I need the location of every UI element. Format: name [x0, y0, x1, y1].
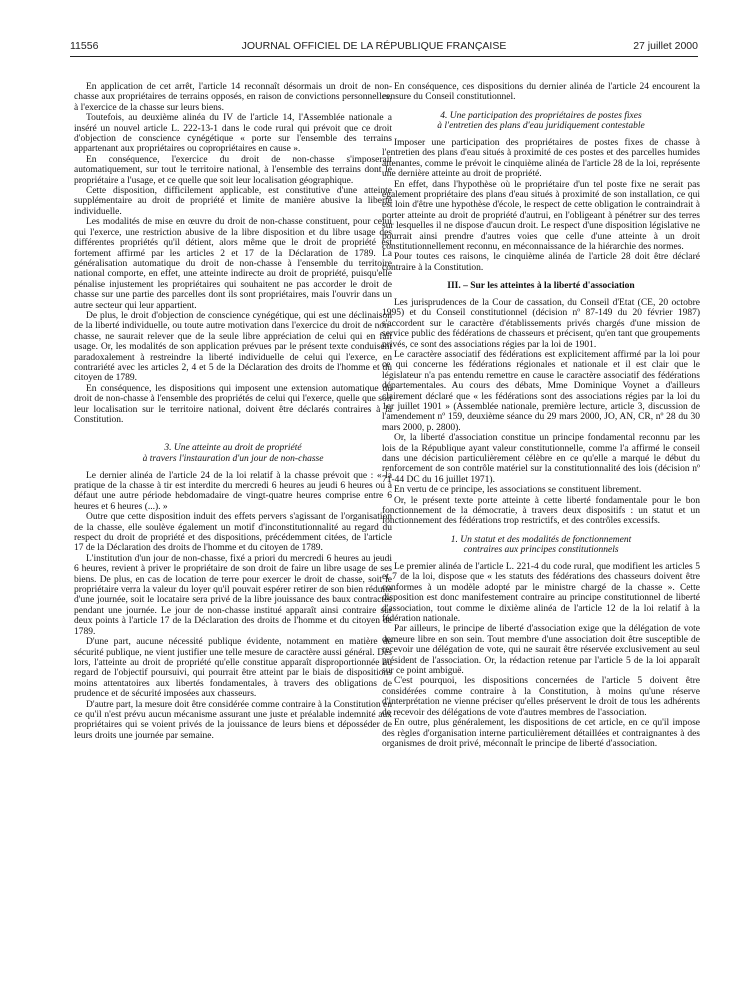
paragraph: Imposer une participation des propriétaires de postes fixes de chasse à l'entretien des plans d'eau situés à proximité de ces postes et des parcelles humides attenantes, comme le prévoit le cinquième alinéa de l'article 28 de la loi, représente une dernière atteinte au droit de propriété.	[382, 138, 700, 180]
paragraph: Pour toutes ces raisons, le cinquième alinéa de l'article 28 doit être déclaré contraire à la Constitution.	[382, 252, 700, 273]
page-number: 11556	[70, 40, 99, 52]
paragraph: En conséquence, les dispositions qui imposent une extension automatique du droit de non-chasse à l'ensemble des propriétés de celui qui l'exerce, quelle que soit leur localisation sur le territoire national, doivent être déclarés contraires à la Constitution.	[74, 383, 392, 425]
journal-title: JOURNAL OFFICIEL DE LA RÉPUBLIQUE FRANÇAISE	[241, 40, 507, 52]
heading-line: à l'entretien des plans d'eau juridiquement contestable	[437, 121, 645, 132]
paragraph: En effet, dans l'hypothèse où le propriétaire d'un tel poste fixe ne serait pas également propriétaire des plans d'eau situés à proximité de son installation, ce qui est loin d'être une hypothèse d'école, le respect de cette obligation le contraindrait à porter atteinte au droit de propriété d'autrui, en l'obligeant à pénétrer sur des terres sur lesquelles il ne dispose d'aucun droit. Le respect d'une disposition législative ne pourrait ainsi prendre d'autres voies que celle d'une atteinte à un droit constitutionnellement reconnu, en méconnaissance de la hiérarchie des normes.	[382, 179, 700, 253]
section-heading-4	[382, 111, 700, 132]
paragraph: Or, le présent texte porte atteinte à cette liberté fondamentale pour le bon fonctionnement de la démocratie, à travers deux dispositifs : un statut et un fonctionnement des fédérations trop restrictifs, et des contrôles excessifs.	[382, 495, 700, 527]
heading-line: 1. Un statut et des modalités de fonctionnement	[450, 534, 632, 545]
paragraph: Le caractère associatif des fédérations est explicitement affirmé par la loi pour ce qui concerne les fédérations régionales et nationale et il est clair que le législateur n'a pas entendu remettre en cause le caractère associatif des fédérations départementales. Au cours des débats, Mme Dominique Voynet a d'ailleurs clairement déclaré que « les fédérations sont des associations régies par la loi du 1er juillet 1901 » (Assemblée nationale, première lecture, article 3, discussion de l'amendement nº 159, deuxième séance du 29 mars 2000, JO, AN, CR, nº 28 du 30 mars 2000, p. 2800).	[382, 349, 700, 433]
publication-date: 27 juillet 2000	[633, 40, 698, 52]
paragraph: En outre, plus généralement, les dispositions de cet article, en ce qu'il impose des règles d'organisation interne particulièrement détaillées et contraignantes à des organismes de droit privé, méconnaît le principe de liberté d'association.	[382, 718, 700, 749]
paragraph: D'une part, aucune nécessité publique évidente, notamment en matière de sécurité publique, ne vient justifier une telle mesure de caractère aussi général. Dès lors, l'atteinte au droit de propriété qu'elle constitue apparaît disproportionnée au regard de l'objectif poursuivi, qui pourrait être atteint par le biais de dispositions moins attentatoires aux libertés fondamentales, à travers des obligations de prudence et de sécurité imposées aux chasseurs.	[74, 637, 392, 700]
paragraph: Le premier alinéa de l'article L. 221-4 du code rural, que modifient les articles 5 et 7 de la loi, dispose que « les statuts des fédérations des chasseurs doivent être conformes à un modèle adopté par le ministre chargé de la chasse ». Cette disposition est donc manifestement contraire au principe constitutionnel de liberté d'association, tout comme le dixième alinéa de l'article 12 de la loi relatif à la fédération nationale.	[382, 562, 700, 625]
paragraph: L'institution d'un jour de non-chasse, fixé a priori du mercredi 6 heures au jeudi 6 heures, revient à priver le propriétaire de son droit de faire un libre usage de ses biens. De plus, en cas de location de terre pour exercer le droit de chasse, soit le propriétaire verra la valeur du loyer qu'il pouvait espérer retirer de son bien réduite d'une journée, soit le locataire sera privé de la libre jouissance des baux contractés pendant une journée. Le jour de non-chasse institué apparaît ainsi contraire sur deux points à l'article 17 de la Déclaration des droits de l'homme et du citoyen de 1789.	[74, 553, 392, 637]
paragraph: Les modalités de mise en œuvre du droit de non-chasse constituent, pour celui qui l'exerce, une restriction abusive de la libre disposition et du libre usage des différentes propriétés qu'il détient, alors même que le droit de propriété est fortement affirmé par les articles 2 et 17 de la Déclaration de 1789. La généralisation automatique du droit de non-chasse à l'ensemble du territoire national comporte, en effet, une atteinte indirecte au droit de propriété, puisqu'elle pénalise injustement les propriétaires qui souhaitent ne pas accorder le droit de chasse sur une partie des parcelles dont ils sont propriétaires, mais l'ouvrir dans un autre secteur qui leur appartient.	[74, 217, 392, 311]
paragraph: D'autre part, la mesure doit être considérée comme contraire à la Constitution en ce qu'il n'est prévu aucun mécanisme assurant une juste et préalable indemnité aux propriétaires qui se voient privés de la jouissance de leurs biens et déposséder de leurs droits une journée par semaine.	[74, 699, 392, 741]
heading-line: à travers l'instauration d'un jour de non-chasse	[142, 454, 324, 464]
paragraph: En conséquence, ces dispositions du dernier alinéa de l'article 24 encourent la censure du Conseil constitutionnel.	[382, 82, 700, 103]
heading-line: 3. Une atteinte au droit de propriété	[164, 443, 302, 454]
paragraph: De plus, le droit d'objection de conscience cynégétique, qui est une déclinaison de la liberté individuelle, ou toute autre motivation dans l'exercice du droit de non-chasse, ne saurait relever que de la seule libre appréciation de celui qui en fait usage. Or, les modalités de son application prévues par le présent texte conduisent paradoxalement à restreindre la liberté individuelle de celui qui l'exerce, en contrariété avec les articles 2, 4 et 5 de la Déclaration des droits de l'homme et du citoyen de 1789.	[74, 310, 392, 384]
paragraph: En application de cet arrêt, l'article 14 reconnaît désormais un droit de non-chasse aux propriétaires de terrains opposés, en raison de convictions personnelles, à l'exercice de la chasse sur leurs biens.	[74, 82, 392, 113]
paragraph: C'est pourquoi, les dispositions concernées de l'article 5 doivent être considérées comme contraire à la Constitution, à moins qu'une réserve d'interprétation ne vienne préciser qu'elles préservent le droit de tous les adhérents de recevoir des délégations de vote d'autres membres de l'association.	[382, 676, 700, 718]
left-column	[74, 82, 392, 982]
paragraph: En vertu de ce principe, les associations se constituent librement.	[394, 485, 642, 496]
heading-line: 4. Une participation des propriétaires de postes fixes	[440, 110, 642, 121]
paragraph: Cette disposition, difficilement applicable, est constitutive d'une atteinte supplémentaire au droit de propriété et limite de manière abusive la liberté individuelle.	[74, 186, 392, 217]
paragraph: Les jurisprudences de la Cour de cassation, du Conseil d'Etat (CE, 20 octobre 1995) et du Conseil constitutionnel (décision nº 87-149 du 20 février 1987) s'accordent sur le caractère d'établissements privés chargés d'une mission de service public des fédérations de chasseurs et précisent, qu'en tant que groupements privés, ce sont des associations régies par la loi de 1901.	[382, 297, 700, 350]
paragraph: Par ailleurs, le principe de liberté d'association exige que la délégation de vote demeure libre en son sein. Tout membre d'une association doit être susceptible de recevoir une délégation de vote, qui ne saurait être réservée exclusivement au seul président de l'association. Or, la rédaction retenue par l'article 5 de la loi apparaît sur ce point ambiguë.	[382, 624, 700, 677]
paragraph: Le dernier alinéa de l'article 24 de la loi relatif à la chasse prévoit que : « la pratique de la chasse à tir est interdite du mercredi 6 heures au jeudi 6 heures ou à défaut une autre période hebdomadaire de vingt-quatre heures comprise entre 6 heures et 6 heures (...). »	[74, 470, 392, 512]
section-heading-3	[74, 443, 392, 464]
section-heading-1	[382, 535, 700, 556]
section-heading-iii: III. – Sur les atteintes à la liberté d'association	[447, 281, 635, 292]
header-rule	[70, 56, 698, 57]
paragraph: En conséquence, l'exercice du droit de non-chasse s'imposerait automatiquement, sur tout le territoire national, à l'ensemble des terrains dont le propriétaire a l'usage, et ce quelle que soit leur localisation géographique.	[74, 154, 392, 186]
heading-line: contraires aux principes constitutionnels	[463, 545, 619, 556]
paragraph: Or, la liberté d'association constitue un principe fondamental reconnu par les lois de la République ayant valeur constitutionnelle, comme l'a affirmé le conseil dans une décision particulièrement célèbre en ce qu'elle a marqué le début du renforcement de son contrôle matériel sur la constitutionnalité des lois (décision nº 71-44 DC du 16 juillet 1971).	[382, 433, 700, 485]
paragraph: Outre que cette disposition induit des effets pervers s'agissant de l'organisation de la chasse, elle soulève également un motif d'inconstitutionnalité au regard du respect du droit de propriété et des dispositions, précédemment citées, de l'article 17 de la Déclaration des droits de l'homme et du citoyen de 1789.	[74, 512, 392, 554]
paragraph: Toutefois, au deuxième alinéa du IV de l'article 14, l'Assemblée nationale a inséré un nouvel article L. 222-13-1 dans le code rural qui prévoit que ce droit d'objection de conscience cynégétique « porte sur l'ensemble des terrains appartenant aux propriétaires ou copropriétaires en cause ».	[74, 113, 392, 155]
right-column	[382, 82, 700, 982]
